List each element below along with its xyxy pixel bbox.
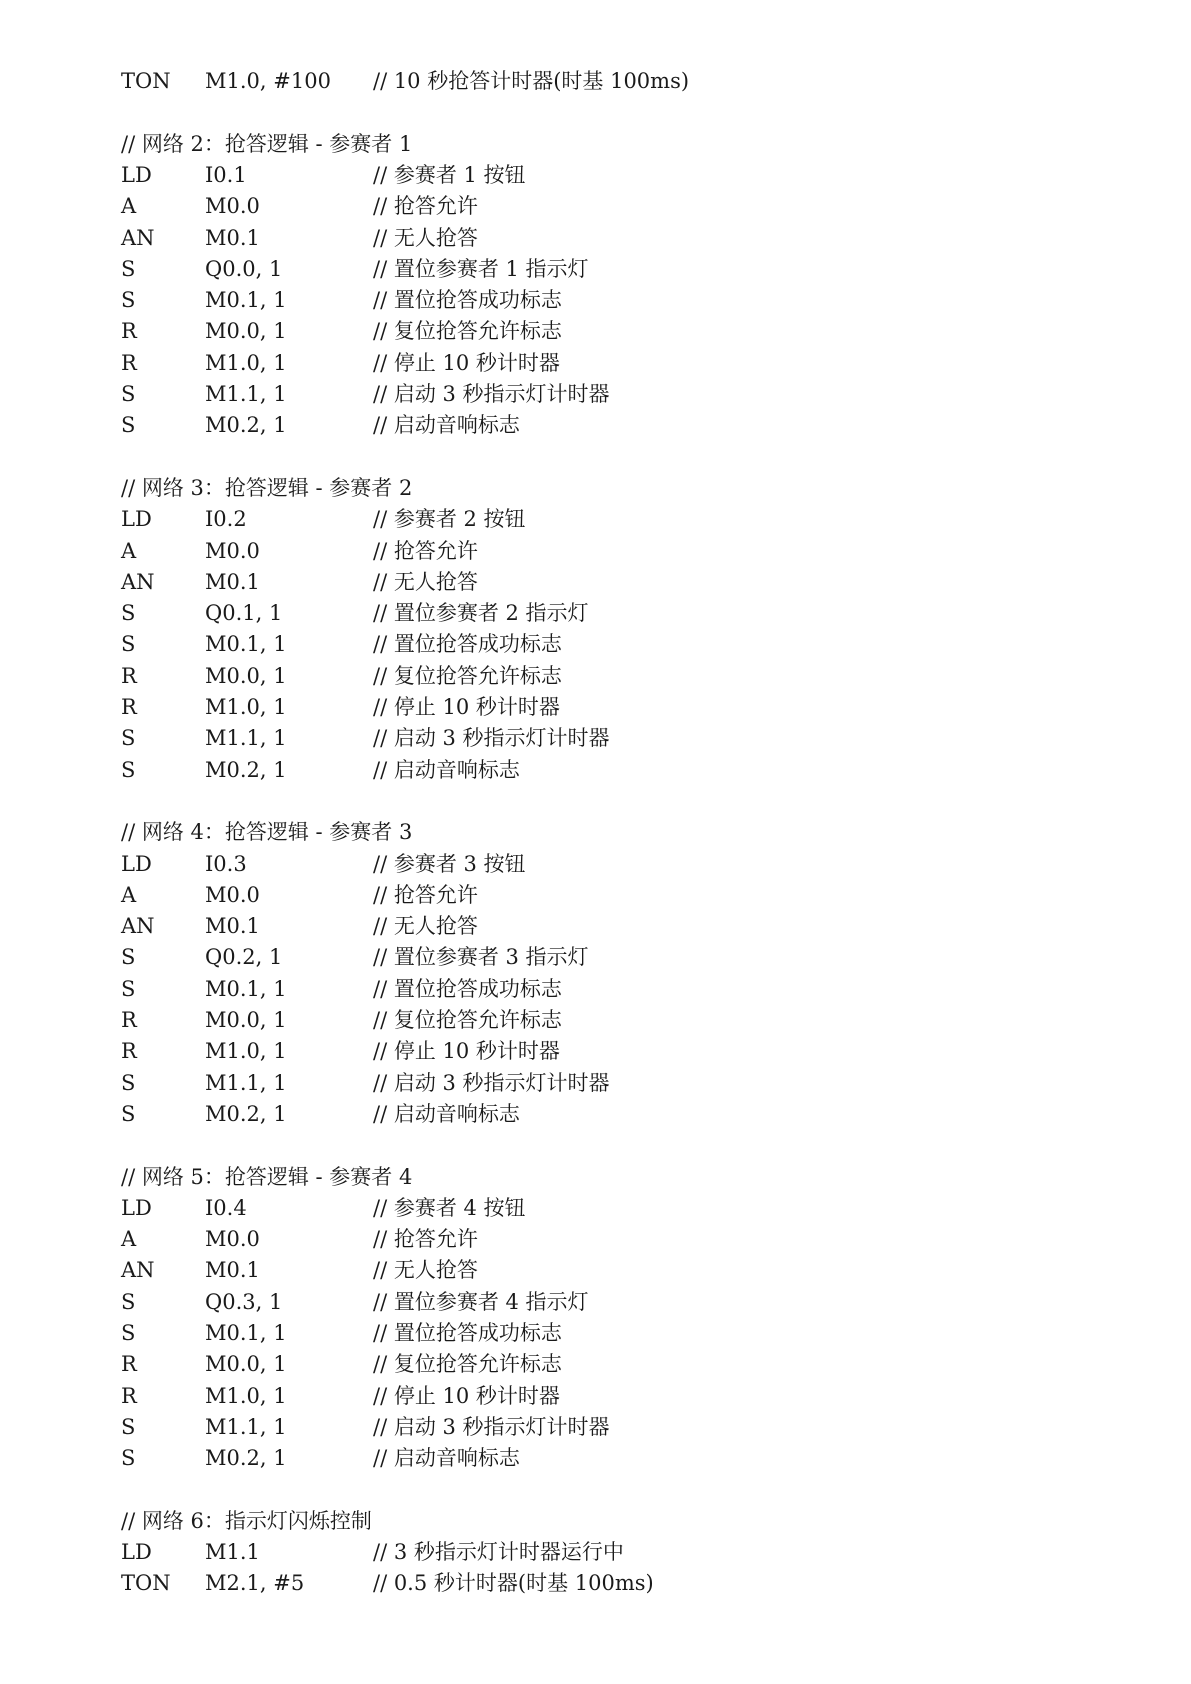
instruction: R <box>121 1352 137 1377</box>
operand: M0.0, 1 <box>205 1008 287 1032</box>
comment: // 停止 10 秒计时器 <box>373 350 560 375</box>
network-comment: // 网络 2：抢答逻辑 - 参赛者 1 <box>121 131 413 156</box>
instruction: S <box>121 1321 136 1345</box>
network-comment: // 网络 4：抢答逻辑 - 参赛者 3 <box>121 820 413 845</box>
instruction: S <box>121 1289 136 1314</box>
network-comment: // 网络 6：指示灯闪烁控制 <box>121 1508 372 1533</box>
operand: I0.3 <box>205 851 247 876</box>
operand: M0.2, 1 <box>205 757 287 782</box>
comment: // 启动音响标志 <box>373 1446 520 1471</box>
instruction: R <box>121 1039 137 1064</box>
comment: // 参赛者 2 按钮 <box>373 507 526 532</box>
operand: M0.1 <box>205 225 260 250</box>
comment: // 抢答允许 <box>373 882 478 907</box>
comment: // 抢答允许 <box>373 1227 478 1252</box>
comment: // 抢答允许 <box>373 194 478 219</box>
comment: // 启动 3 秒指示灯计时器 <box>373 1414 610 1439</box>
instruction: R <box>121 1008 137 1032</box>
instruction: R <box>121 319 137 344</box>
comment: // 复位抢答允许标志 <box>373 1352 562 1377</box>
instruction: S <box>121 256 136 281</box>
comment: // 停止 10 秒计时器 <box>373 1383 560 1408</box>
instruction: TON <box>121 1571 171 1596</box>
instruction: A <box>121 194 137 219</box>
operand: I0.2 <box>205 507 247 532</box>
instruction: S <box>121 1070 136 1095</box>
operand: M0.2, 1 <box>205 1446 287 1471</box>
operand: I0.4 <box>205 1195 247 1220</box>
comment: // 置位参赛者 2 指示灯 <box>373 601 589 626</box>
operand: M0.0, 1 <box>205 1352 287 1377</box>
comment: // 启动 3 秒指示灯计时器 <box>373 382 610 406</box>
operand: M1.1, 1 <box>205 1070 287 1095</box>
comment: // 启动音响标志 <box>373 1101 520 1126</box>
instruction: S <box>121 1446 136 1471</box>
comment: // 无人抢答 <box>373 1258 478 1283</box>
instruction: LD <box>121 1540 152 1565</box>
operand: M0.1, 1 <box>205 288 287 313</box>
instruction: S <box>121 976 136 1001</box>
operand: M1.0, 1 <box>205 350 287 375</box>
instruction: S <box>121 382 136 406</box>
operand: Q0.0, 1 <box>205 256 283 281</box>
comment: // 置位抢答成功标志 <box>373 976 562 1001</box>
instruction: A <box>121 538 137 563</box>
operand: M2.1, #5 <box>205 1571 305 1596</box>
operand: M1.1, 1 <box>205 382 287 406</box>
instruction: S <box>121 632 136 657</box>
comment: // 参赛者 4 按钮 <box>373 1195 526 1220</box>
comment: // 置位参赛者 3 指示灯 <box>373 945 589 970</box>
instruction: S <box>121 945 136 970</box>
comment: // 抢答允许 <box>373 538 478 563</box>
operand: M1.1, 1 <box>205 1414 287 1439</box>
instruction: LD <box>121 162 152 187</box>
instruction: S <box>121 601 136 626</box>
comment: // 3 秒指示灯计时器运行中 <box>373 1540 624 1565</box>
instruction: S <box>121 726 136 751</box>
operand: M1.1, 1 <box>205 726 287 751</box>
comment: // 停止 10 秒计时器 <box>373 695 560 719</box>
comment: // 启动 3 秒指示灯计时器 <box>373 726 610 751</box>
comment: // 无人抢答 <box>373 914 478 939</box>
operand: M0.1 <box>205 569 260 594</box>
operand: M0.0 <box>205 882 260 907</box>
comment: // 10 秒抢答计时器(时基 100ms) <box>373 69 690 93</box>
operand: M0.0 <box>205 1227 260 1252</box>
instruction: S <box>121 288 136 313</box>
operand: Q0.2, 1 <box>205 945 283 970</box>
comment: // 复位抢答允许标志 <box>373 319 562 344</box>
instruction: A <box>121 882 137 907</box>
comment: // 无人抢答 <box>373 225 478 250</box>
instruction: AN <box>121 569 155 594</box>
operand: M0.2, 1 <box>205 1101 287 1126</box>
operand: M0.0 <box>205 194 260 219</box>
operand: M1.0, 1 <box>205 1383 287 1408</box>
comment: // 置位抢答成功标志 <box>373 288 562 313</box>
instruction: LD <box>121 851 152 876</box>
operand: M1.0, 1 <box>205 1039 287 1064</box>
operand: M0.0 <box>205 538 260 563</box>
operand: Q0.1, 1 <box>205 601 283 626</box>
comment: // 无人抢答 <box>373 569 478 594</box>
operand: M0.0, 1 <box>205 663 287 688</box>
instruction: S <box>121 757 136 782</box>
network-comment: // 网络 5：抢答逻辑 - 参赛者 4 <box>121 1164 413 1189</box>
instruction: AN <box>121 225 155 250</box>
comment: // 启动音响标志 <box>373 413 520 438</box>
comment: // 复位抢答允许标志 <box>373 1008 562 1032</box>
comment: // 启动音响标志 <box>373 757 520 782</box>
operand: Q0.3, 1 <box>205 1289 283 1314</box>
comment: // 置位抢答成功标志 <box>373 632 562 657</box>
operand: M0.1, 1 <box>205 1321 287 1345</box>
comment: // 启动 3 秒指示灯计时器 <box>373 1070 610 1095</box>
instruction: LD <box>121 507 152 532</box>
operand: M0.1, 1 <box>205 632 287 657</box>
instruction: A <box>121 1227 137 1252</box>
instruction: S <box>121 1101 136 1126</box>
operand: M0.2, 1 <box>205 413 287 438</box>
instruction: R <box>121 695 137 719</box>
operand: M1.0, #100 <box>205 69 331 93</box>
comment: // 置位参赛者 1 指示灯 <box>373 256 589 281</box>
comment: // 置位抢答成功标志 <box>373 1321 562 1345</box>
instruction: S <box>121 1414 136 1439</box>
instruction: R <box>121 350 137 375</box>
comment: // 置位参赛者 4 指示灯 <box>373 1289 589 1314</box>
operand: M0.1, 1 <box>205 976 287 1001</box>
operand: M1.0, 1 <box>205 695 287 719</box>
operand: M0.1 <box>205 1258 260 1283</box>
operand: M0.0, 1 <box>205 319 287 344</box>
instruction: AN <box>121 1258 155 1283</box>
instruction: TON <box>121 69 171 93</box>
network-comment: // 网络 3：抢答逻辑 - 参赛者 2 <box>121 475 413 500</box>
operand: I0.1 <box>205 162 247 187</box>
comment: // 复位抢答允许标志 <box>373 663 562 688</box>
instruction: LD <box>121 1195 152 1220</box>
operand: M1.1 <box>205 1540 260 1565</box>
comment: // 参赛者 1 按钮 <box>373 162 526 187</box>
instruction: R <box>121 1383 137 1408</box>
operand: M0.1 <box>205 914 260 939</box>
comment: // 停止 10 秒计时器 <box>373 1039 560 1064</box>
comment: // 0.5 秒计时器(时基 100ms) <box>373 1571 654 1596</box>
instruction: R <box>121 663 137 688</box>
instruction: AN <box>121 914 155 939</box>
instruction: S <box>121 413 136 438</box>
comment: // 参赛者 3 按钮 <box>373 851 526 876</box>
